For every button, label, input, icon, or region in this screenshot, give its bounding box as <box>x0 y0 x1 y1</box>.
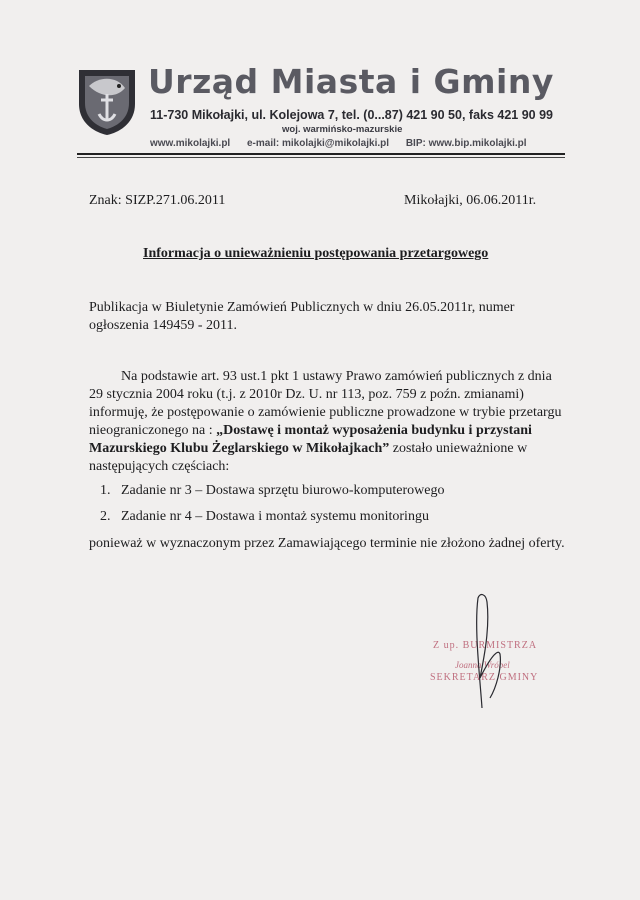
letterhead-divider-thin <box>77 157 565 158</box>
reason-paragraph: ponieważ w wyznaczonym przez Zamawiającego terminie nie złożono żadnej oferty. <box>89 536 565 551</box>
list-item-number: 1. <box>100 483 111 498</box>
letterhead-divider <box>77 153 565 155</box>
list-item-number: 2. <box>100 509 111 524</box>
paragraph-end: zostało unieważnione w następujących częściach: <box>89 441 528 474</box>
publication-note: Publikacja w Biuletynie Zamówień Publicznych w dniu 26.05.2011r, numer ogłoszenia 149459 - 2011. <box>89 300 515 333</box>
list-item-text: Zadanie nr 4 – Dostawa i montaż systemu monitoringu <box>121 509 429 524</box>
email-link: e-mail: mikolajki@mikolajki.pl <box>247 138 390 149</box>
signature-icon <box>460 588 520 718</box>
fish-anchor-crest-icon <box>77 68 137 136</box>
contact-line <box>150 138 580 149</box>
contract-subject: „Dostawę i montaż wyposażenia budynku i przystani Mazurskiego Klubu Żeglarskiego w Mikołajkach” <box>89 423 532 456</box>
bip-link: BIP: www.bip.mikolajki.pl <box>405 138 527 149</box>
paragraph-intro: Na podstawie art. 93 ust.1 pkt 1 ustawy Prawo zamówień publicznych z dnia 29 stycznia 2004 roku (t.j. z 2010r Dz. U. nr 113, poz. 759 z poźn. zmianami) informuję, że postępowanie o zamówienie publiczne prowadzone w trybie przetargu nieograniczonego na : <box>89 369 562 438</box>
document-reference: Znak: SIZP.271.06.2011 <box>89 193 226 208</box>
organization-address: 11-730 Mikołajki, ul. Kolejowa 7, tel. (0...87) 421 90 50, faks 421 90 99 <box>150 108 554 122</box>
stamp-authority: Z up. BURMISTRZA <box>433 640 538 651</box>
stamp-signer-name: Joanna Wróbel <box>455 660 510 670</box>
list-item-text: Zadanie nr 3 – Dostawa sprzętu biurowo-komputerowego <box>121 483 445 498</box>
organization-region: woj. warmińsko-mazurskie <box>282 124 403 135</box>
stamp-position: SEKRETARZ GMINY <box>430 672 539 683</box>
place-date: Mikołajki, 06.06.2011r. <box>404 193 537 208</box>
list-item <box>100 509 540 527</box>
organization-name: Urząd Miasta i Gminy <box>148 62 554 101</box>
document-title: Informacja o unieważnieniu postępowania przetargowego <box>143 246 489 261</box>
website-link: www.mikolajki.pl <box>150 138 231 149</box>
list-item <box>100 483 540 501</box>
main-paragraph <box>89 368 569 476</box>
cancelled-tasks-list <box>100 483 540 535</box>
